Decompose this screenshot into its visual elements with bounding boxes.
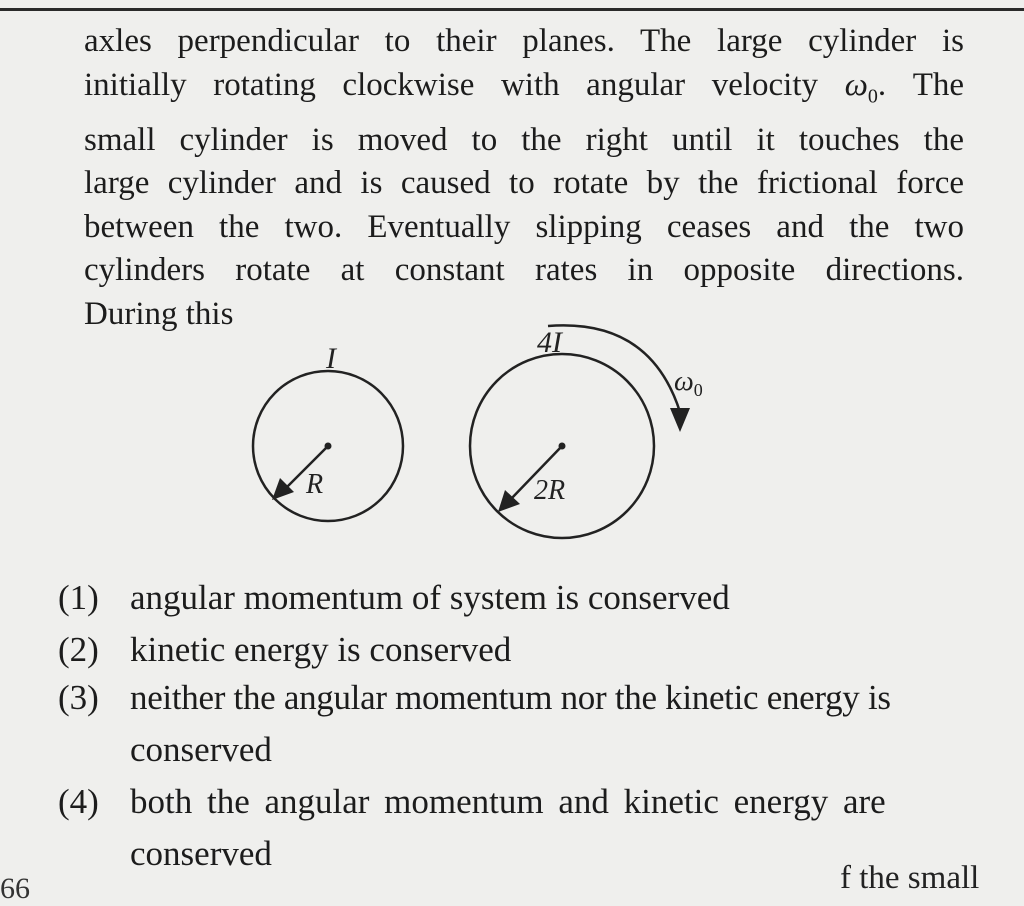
- paragraph-line-7: During this: [84, 295, 234, 332]
- option-3-number: (3): [58, 678, 99, 717]
- paragraph-line-1: axles perpendicular to their planes. The large cylinder is: [84, 23, 964, 59]
- paragraph-line-6: cylinders rotate at constant rates in opposite directions.: [84, 252, 964, 289]
- large-radius-label: 2R: [534, 475, 566, 506]
- paragraph-line-2-text: initially rotating clockwise with angular velocity: [84, 66, 818, 103]
- option-3-text-line-2: conserved: [130, 730, 272, 769]
- paragraph-line-4: large cylinder and is caused to rotate by the frictional force: [84, 165, 964, 202]
- footer-cut-text: f the small: [840, 860, 980, 896]
- option-3-text: neither the angular momentum nor the kinetic energy is: [130, 678, 891, 717]
- option-2-number: (2): [58, 630, 99, 669]
- rotation-label: $\omega_0$: [674, 366, 703, 400]
- small-radius-arrowhead: [272, 478, 294, 500]
- option-4-text: both the angular momentum and kinetic energy are: [130, 782, 886, 821]
- option-2-text: kinetic energy is conserved: [130, 630, 512, 669]
- footer-mark: 66: [0, 872, 30, 905]
- large-inertia-label: 4I: [537, 326, 562, 359]
- option-4-text-line-2: conserved: [130, 834, 272, 873]
- rotation-arrowhead: [670, 408, 690, 432]
- option-4-number: (4): [58, 782, 99, 821]
- option-1-text: angular momentum of system is conserved: [130, 578, 730, 617]
- omega-symbol: $\omega_0$. The: [844, 66, 965, 108]
- paragraph-line-5: between the two. Eventually slipping ceases and the two: [84, 208, 964, 245]
- option-3: [58, 676, 891, 769]
- small-inertia-label: I: [326, 342, 336, 375]
- paragraph-line-3: small cylinder is moved to the right until it touches the: [84, 121, 964, 158]
- option-2: [58, 628, 512, 672]
- small-radius-label: R: [306, 469, 324, 500]
- option-1-number: (1): [58, 578, 99, 617]
- option-1: [58, 576, 730, 620]
- option-4: [58, 780, 886, 873]
